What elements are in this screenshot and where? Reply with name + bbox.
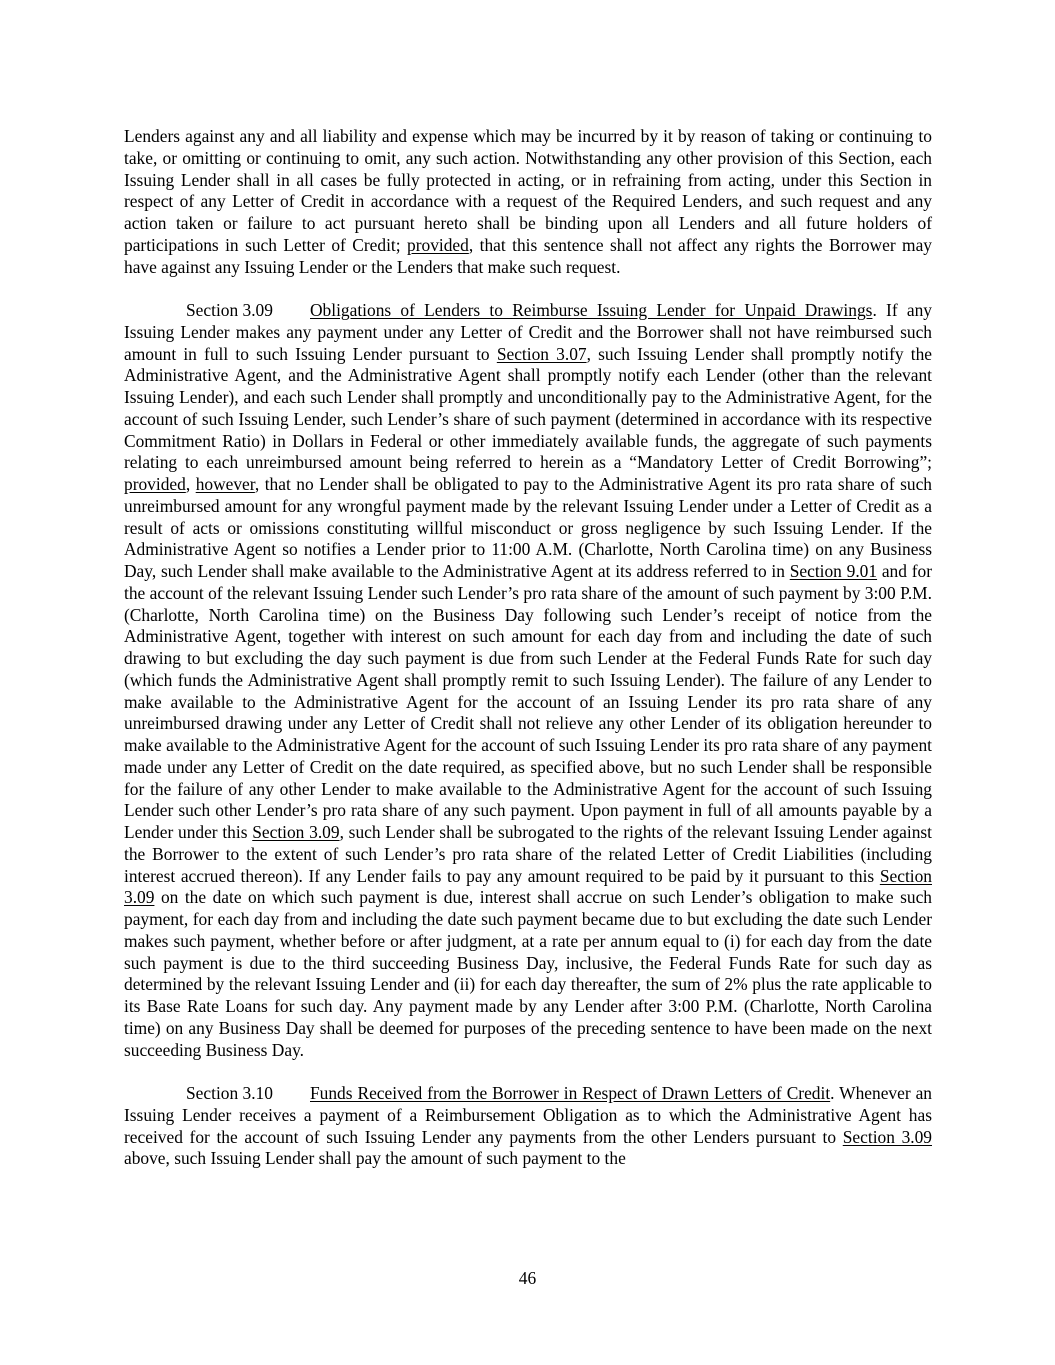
underlined-term: provided: [407, 234, 469, 255]
paragraph-text: and for the account of the relevant Issuing Lender such Lender’s pro rata share of the amount of such payment by 3:00 P.M. (Charlotte, North Carolina time) on the Business Day following such Lender’s receipt of notice from the Administrative Agent, together with interest on such amount for each day from and including the date of such drawing to but excluding the day such payment is due from such Lender at the Federal Funds Rate for such day (which funds the Administrative Agent shall promptly remit to such Issuing Lender). The failure of any Lender to make available to the Administrative Agent for the account of an Issuing Lender its pro rata share of any unreimbursed drawing under any Letter of Credit shall not relieve any other Lender of its obligation hereunder to make available to the Administrative Agent for the account of such Issuing Lender its pro rata share of any payment made under any Letter of Credit on the date required, as specified above, but no such Lender shall be responsible for the failure of any other Lender to make available to the Administrative Agent for the account of such Issuing Lender such other Lender’s pro rata share of any such payment. Upon payment in full of all amounts payable by a Lender under this: [124, 561, 932, 842]
cross-reference: Section 9.01: [789, 561, 878, 581]
paragraph-text: above, such Issuing Lender shall pay the amount of such payment to the: [124, 1148, 626, 1169]
paragraph-text: Lenders against any and all liability and expense which may be incurred by it by reason of taking or continuing to take, or omitting or continuing to omit, any such action. Notwithstanding any other provision of this Section, each Issuing Lender shall in all cases be fully protected in acting, or in refraining from acting, under this Section in respect of any Letter of Credit in accordance with a request of the Required Lenders, and such request and any action taken or failure to act pursuant hereto shall be binding upon all Lenders and all future holders of participations in such Letter of Credit;: [124, 126, 932, 255]
section-heading: Funds Received from the Borrower in Respect of Drawn Letters of Credit: [310, 1083, 831, 1103]
page-number: 46: [518, 1268, 537, 1288]
paragraph-text: . Whenever an Issuing Lender receives a payment of a Reimbursement Obligation as to which the Administrative Agent has received for the account of such Issuing Lender any payments from the other Lenders pursuant to: [124, 1083, 932, 1147]
underlined-term: however: [195, 474, 255, 494]
cross-reference: Section 3.09: [124, 865, 932, 908]
paragraph-text: , that this sentence shall not affect any rights the Borrower may have against any Issuing Lender or the Lenders that make such request.: [124, 234, 932, 277]
section-heading: Obligations of Lenders to Reimburse Issuing Lender for Unpaid Drawings: [310, 300, 873, 320]
cross-reference: Section 3.07: [496, 343, 587, 364]
underlined-term: provided: [124, 474, 186, 494]
cross-reference: Section 3.09: [252, 822, 340, 842]
paragraph-text: . If any Issuing Lender makes any payment under any Letter of Credit and the Borrower shall not have reimbursed such amount in full to such Issuing Lender pursuant to: [124, 300, 932, 364]
section-3-10-paragraph: [124, 1083, 932, 1170]
section-number: Section 3.10: [186, 1083, 273, 1103]
paragraph-text: , such Lender shall be subrogated to the rights of the relevant Issuing Lender against the Borrower to the extent of such Lender’s pro rata share of the related Letter of Credit Liabilities (including interest accrued thereon). If any Lender fails to pay any amount required to be paid by it pursuant to this: [124, 822, 932, 886]
section-number: Section 3.09: [186, 300, 273, 320]
paragraph-text: ,: [185, 474, 196, 494]
paragraph-text: , such Issuing Lender shall promptly notify the Administrative Agent, and the Administrative Agent shall promptly notify each Lender (other than the relevant Issuing Lender), and each such Lender shall promptly and unconditionally pay to the Administrative Agent, for the account of such Issuing Lender, such Lender’s share of such payment (determined in accordance with its respective Commitment Ratio) in Dollars in Federal or other immediately available funds, the aggregate of such payments relating to each unreimbursed amount being referred to herein as a “Mandatory Letter of Credit Borrowing”;: [124, 343, 932, 473]
paragraph-text: , that no Lender shall be obligated to pay to the Administrative Agent its pro rata share of such unreimbursed amount for any wrongful payment made by the relevant Issuing Lender under a Letter of Credit as a result of acts or omissions constituting willful misconduct or gross negligence by such Issuing Lender. If the Administrative Agent so notifies a Lender prior to 11:00 A.M. (Charlotte, North Carolina time) on any Business Day, such Lender shall make available to the Administrative Agent at its address referred to in: [124, 474, 932, 581]
paragraph-text: on the date on which such payment is due, interest shall accrue on such Lender’s obligation to make such payment, for each day from and including the date such payment became due to but excluding the date such Lender makes such payment, whether before or after judgment, at a rate per annum equal to (i) for each day from the date such payment is due to the third succeeding Business Day, inclusive, the Federal Funds Rate for such day as determined by the relevant Issuing Lender and (ii) for each day thereafter, the sum of 2% plus the rate applicable to its Base Rate Loans for such day. Any payment made by any Lender after 3:00 P.M. (Charlotte, North Carolina time) on any Business Day shall be deemed for purposes of the preceding sentence to have been made on the next succeeding Business Day.: [124, 887, 932, 1060]
paragraph-continuation: [124, 126, 932, 278]
page-body: [124, 126, 932, 1170]
section-3-09-paragraph: [124, 300, 932, 1061]
cross-reference: Section 3.09: [842, 1126, 932, 1147]
